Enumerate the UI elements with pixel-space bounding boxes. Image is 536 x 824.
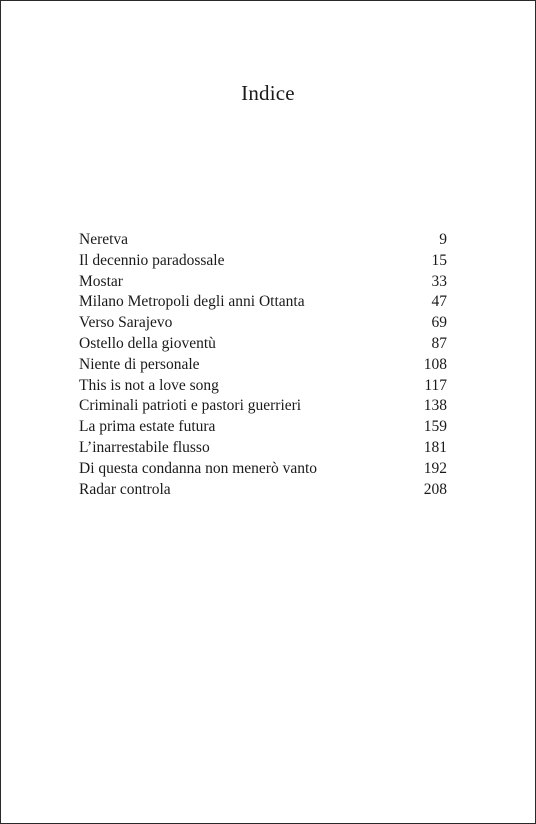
toc-entry-title: Neretva bbox=[79, 231, 129, 248]
toc-entry bbox=[79, 480, 447, 501]
toc-entry bbox=[79, 396, 447, 417]
toc-entry bbox=[79, 251, 447, 272]
toc-entry bbox=[79, 272, 447, 293]
toc-entry bbox=[79, 230, 447, 251]
toc-entry-title: Il decennio paradossale bbox=[79, 251, 225, 269]
toc-entry-page: 47 bbox=[431, 293, 447, 311]
toc-entry-page: 87 bbox=[431, 334, 447, 352]
table-of-contents bbox=[79, 230, 447, 500]
toc-entry-page: 208 bbox=[423, 480, 447, 498]
toc-entry bbox=[79, 292, 447, 313]
toc-entry-title: Mostar bbox=[79, 272, 123, 290]
toc-entry-page: 9 bbox=[439, 231, 447, 248]
toc-entry-page: 192 bbox=[423, 459, 447, 477]
toc-entry-page: 15 bbox=[431, 251, 447, 269]
toc-entry-title: This is not a love song bbox=[79, 376, 219, 394]
toc-entry bbox=[79, 438, 447, 459]
toc-entry-page: 33 bbox=[431, 272, 447, 290]
toc-entry-title: Criminali patrioti e pastori guerrieri bbox=[79, 397, 302, 415]
toc-entry-title: Radar controla bbox=[79, 480, 171, 498]
toc-entry bbox=[79, 417, 447, 438]
toc-entry-page: 159 bbox=[423, 418, 447, 436]
toc-entry-title: Di questa condanna non menerò vanto bbox=[79, 459, 318, 477]
page-title: Indice bbox=[241, 81, 295, 105]
toc-entry-title: Milano Metropoli degli anni Ottanta bbox=[79, 293, 305, 311]
toc-entry bbox=[79, 376, 447, 397]
toc-entry bbox=[79, 313, 447, 334]
toc-entry-page: 69 bbox=[431, 314, 447, 332]
toc-entry-title: L’inarrestabile flusso bbox=[79, 438, 210, 456]
toc-entry-title: Niente di personale bbox=[79, 355, 200, 373]
toc-entry bbox=[79, 459, 447, 480]
toc-entry-title: La prima estate futura bbox=[79, 418, 216, 436]
toc-entry bbox=[79, 355, 447, 376]
toc-entry-page: 181 bbox=[423, 438, 447, 456]
toc-entry bbox=[79, 334, 447, 355]
toc-entry-title: Ostello della gioventù bbox=[79, 334, 216, 352]
toc-entry-page: 117 bbox=[424, 376, 447, 394]
toc-entry-page: 138 bbox=[423, 397, 447, 415]
toc-entry-page: 108 bbox=[423, 355, 447, 373]
toc-entry-title: Verso Sarajevo bbox=[79, 314, 173, 332]
